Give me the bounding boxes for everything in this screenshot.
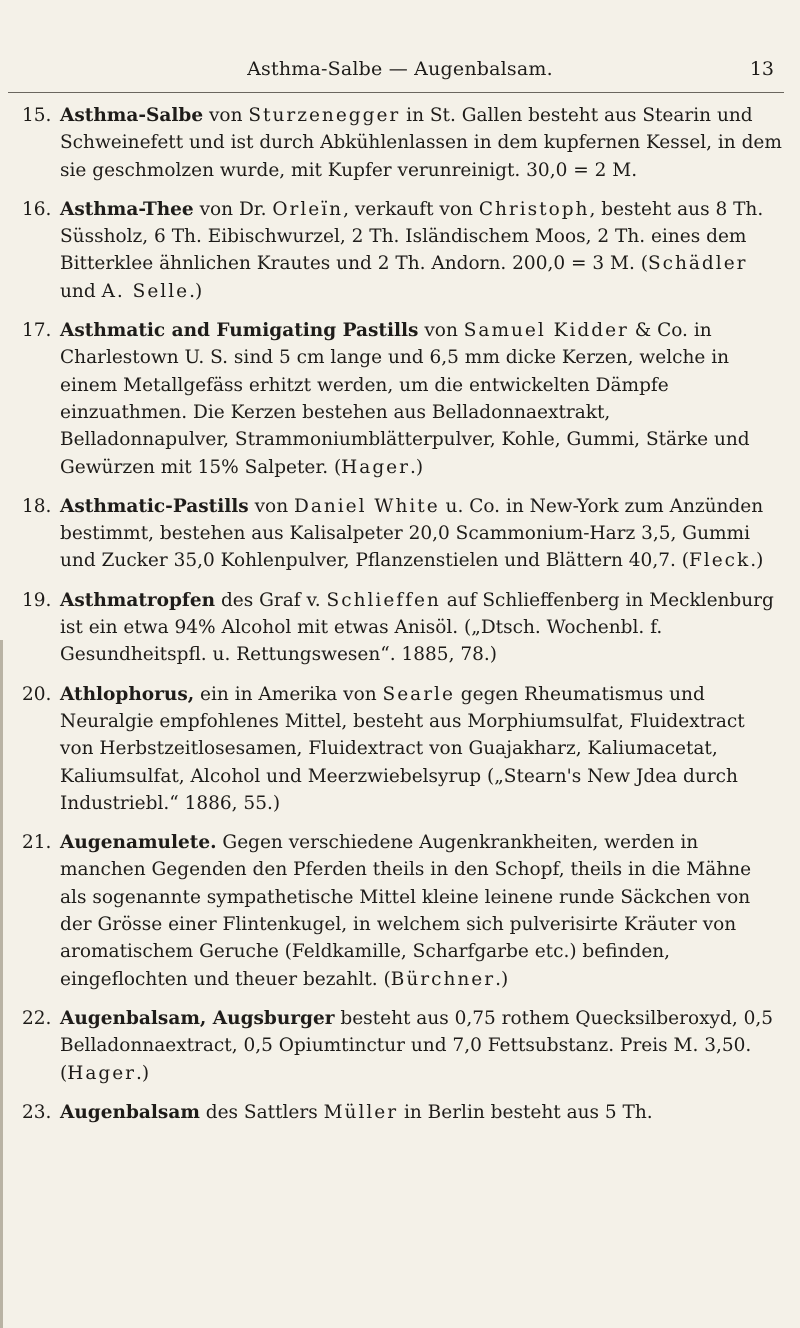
person-name: Bürchner xyxy=(390,968,496,990)
entry-text: des Sattlers xyxy=(199,1101,324,1123)
entry-text: von Dr. xyxy=(193,198,273,220)
running-header xyxy=(0,58,800,88)
entry-heading: Augenbalsam, Augsburger xyxy=(60,1007,335,1029)
entry-number: 21. xyxy=(22,832,52,854)
entry-number: 20. xyxy=(22,683,52,705)
entry xyxy=(22,317,782,481)
entry-number: 22. xyxy=(22,1007,52,1029)
person-name: Samuel Kidder xyxy=(463,320,629,342)
entry-heading: Athlophorus, xyxy=(60,683,195,705)
entry-number: 18. xyxy=(22,495,52,517)
entry-text: und xyxy=(60,280,102,302)
person-name: Schlieffen xyxy=(326,589,441,611)
page-edge-shadow xyxy=(0,640,3,1328)
entry-heading: Augenbalsam xyxy=(60,1101,200,1123)
entry-number: 17. xyxy=(22,320,52,342)
entry-text: gegen Rheumatismus und Neuralgie empfohlenes Mittel, besteht aus Morphiumsulfat, Fluidextract von Herbstzeitlosesamen, Fluidextract von Guajakharz, Kaliumacetat, Kaliumsulfat, Alcohol und Meerzwiebelsyrup („Stearn's New Jdea durch Industriebl.“ 1886, 55.) xyxy=(60,683,745,814)
entry-heading: Asthmatic and Fumigating Pastills xyxy=(60,320,419,342)
person-name: A. Selle xyxy=(101,280,190,302)
entry-text: .) xyxy=(750,550,764,572)
person-name: Daniel White xyxy=(293,495,440,517)
entry xyxy=(22,587,782,669)
person-name: Schädler xyxy=(647,253,748,275)
entry-list xyxy=(22,102,782,1138)
entry-text: , besteht aus 8 Th. Süssholz, 6 Th. Eibischwurzel, 2 Th. Isländischem Moos, 2 Th. eines dem Bitterklee ähnlichen Krautes und 2 Th. Andorn. 200,0 = 3 M. ( xyxy=(60,198,764,275)
person-name: Orleïn xyxy=(272,198,344,220)
person-name: Hager xyxy=(67,1062,137,1084)
entry-heading: Asthmatic-Pastills xyxy=(60,495,249,517)
header-rule xyxy=(8,92,784,93)
entry-text: in Berlin besteht aus 5 Th. xyxy=(398,1101,653,1123)
running-title: Asthma-Salbe — Augenbalsam. xyxy=(247,58,553,80)
person-name: Fleck xyxy=(688,550,751,572)
entry-number: 23. xyxy=(22,1101,52,1123)
entry-text: von xyxy=(418,320,464,342)
entry-text: Gegen verschiedene Augenkrankheiten, werden in manchen Gegenden den Pferden theils in den Schopf, theils in die Mähne als sogenannte sympathetische Mittel kleine leinene runde Säckchen von der Grösse einer Flintenkugel, in welchem sich pulverisirte Kräuter von aromatischem Geruche (Feldkamille, Scharfgarbe etc.) befinden, eingeflochten und theuer bezahlt. ( xyxy=(60,832,752,990)
entry-text: .) xyxy=(189,280,203,302)
entry-text: & Co. in Charlestown U. S. sind 5 cm lange und 6,5 mm dicke Kerzen, welche in einem Metallgefäss erhitzt werden, um die entwickelten Dämpfe einzuathmen. Die Kerzen bestehen aus Belladonnaextrakt, Belladonnapulver, Strammoniumblätterpulver, Kohle, Gummi, Stärke und Gewürzen mit 15% Salpeter. ( xyxy=(60,320,750,478)
entry-heading: Asthmatropfen xyxy=(60,589,216,611)
entry-heading: Augenamulete. xyxy=(60,832,217,854)
entry xyxy=(22,102,782,184)
entry xyxy=(22,829,782,993)
entry-text: ein in Amerika von xyxy=(194,683,383,705)
entry-text: u. Co. in New-York zum Anzünden bestimmt, bestehen aus Kalisalpeter 20,0 Scammonium-Harz 3,5, Gummi und Zucker 35,0 Kohlenpulver, Pflanzenstielen und Blättern 40,7. ( xyxy=(60,495,764,572)
entry-text: von xyxy=(203,105,249,126)
entry-text: in St. Gallen besteht aus Stearin und Schweinefett und ist durch Abkühlenlassen in dem kupfernen Kessel, in dem sie geschmolzen wurde, mit Kupfer verunreinigt. 30,0 = 2 M. xyxy=(60,105,782,181)
person-name: Searle xyxy=(382,683,455,705)
person-name: Müller xyxy=(323,1101,399,1123)
entry-number: 19. xyxy=(22,589,52,611)
entry-heading: Asthma-Thee xyxy=(60,198,194,220)
entry-heading: Asthma-Salbe xyxy=(60,105,204,126)
person-name: Christoph xyxy=(478,198,590,220)
person-name: Sturzenegger xyxy=(248,105,401,126)
entry-text: .) xyxy=(409,456,424,478)
entry xyxy=(22,1099,782,1126)
entry-text: besteht aus 0,75 rothem Quecksilberoxyd, 0,5 Belladonnaextract, 0,5 Opiumtinctur und 7,0 Fettsubstanz. Preis M. 3,50. ( xyxy=(60,1007,773,1084)
entry xyxy=(22,493,782,575)
page-number: 13 xyxy=(749,58,774,80)
entry-text: auf Schlieffenberg in Mecklenburg ist ein etwa 94% Alcohol mit etwas Anisöl. („Dtsch. Wochenbl. f. Gesundheitspfl. u. Rettungswesen“. 1885, 78.) xyxy=(60,589,774,666)
entry-number: 16. xyxy=(22,198,52,220)
entry-text: von xyxy=(248,495,294,517)
entry-text: des Graf v. xyxy=(215,589,327,611)
entry-text: , verkauft von xyxy=(343,198,479,220)
entry xyxy=(22,196,782,305)
person-name: Hager xyxy=(341,456,410,478)
entry xyxy=(22,681,782,817)
entry-text: .) xyxy=(495,968,509,990)
entry xyxy=(22,1005,782,1087)
entry-number: 15. xyxy=(22,105,52,126)
entry-text: .) xyxy=(136,1062,150,1084)
